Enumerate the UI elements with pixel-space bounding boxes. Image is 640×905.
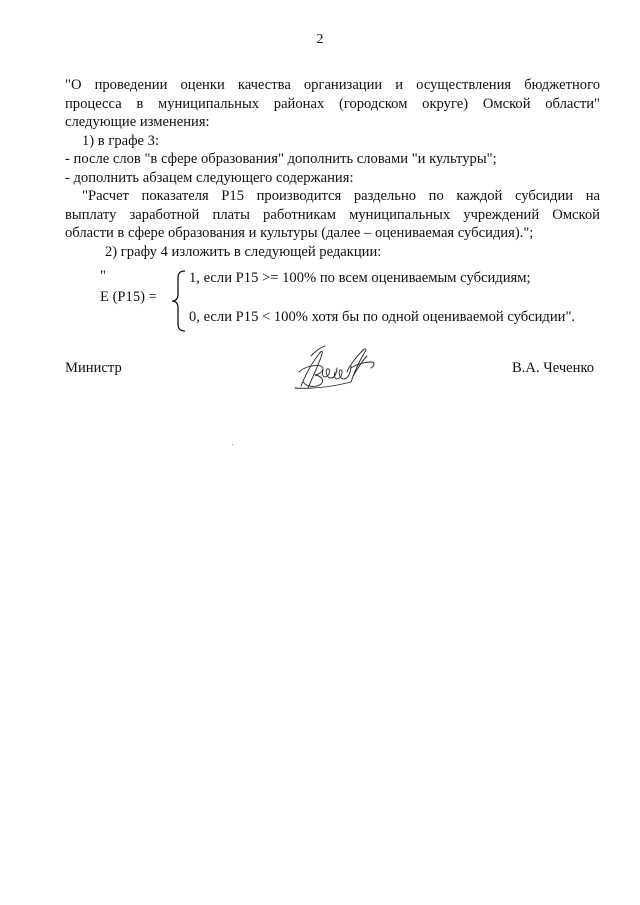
quote-line: "Расчет показателя Р15 производится раздельно по каждой субсидии на (82, 188, 600, 204)
item-1-b: - дополнить абзацем следующего содержания: (65, 169, 354, 186)
handwritten-signature (291, 342, 381, 394)
paragraph-line: процесса в муниципальных районах (городском округе) Омской области" (65, 95, 600, 112)
formula-case-2: 0, если Р15 < 100% хотя бы по одной оцениваемой субсидии". (189, 309, 576, 325)
curly-brace (170, 270, 190, 332)
quote-line: области в сфере образования и культуры (далее – оцениваемая субсидия)."; (65, 225, 534, 241)
minister-title: Министр (65, 360, 122, 376)
page-number: 2 (316, 32, 324, 47)
paragraph-line: следующие изменения: (65, 114, 210, 130)
quote-line: выплату заработной платы работникам муниципальных учреждений Омской (65, 206, 600, 223)
formula-case-1: 1, если Р15 >= 100% по всем оцениваемым субсидиям; (189, 270, 531, 286)
item-1-a: - после слов "в сфере образования" дополнить словами "и культуры"; (65, 151, 497, 167)
item-2: 2) графу 4 изложить в следующей редакции: (105, 243, 382, 260)
item-1: 1) в графе 3: (82, 132, 160, 149)
formula-label: E (P15) = (100, 289, 157, 305)
paragraph-line: "О проведении оценки качества организации и осуществления бюджетного (65, 77, 600, 93)
minister-name: В.А. Чеченко (512, 360, 595, 376)
formula-open-quote: " (100, 268, 106, 284)
amendment-paragraph (65, 76, 600, 261)
scan-speck (232, 444, 233, 445)
